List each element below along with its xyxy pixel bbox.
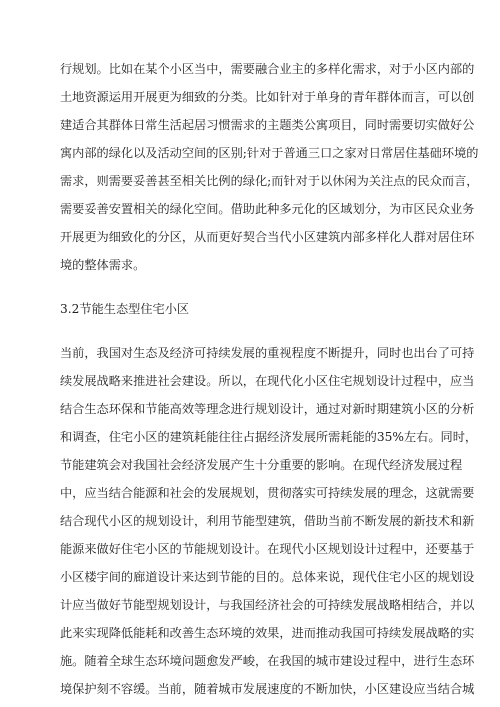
- section-heading: 3.2节能生态型住宅小区: [60, 302, 190, 316]
- text-line: 寓内部的绿化以及活动空间的区别;针对于普通三口之家对日常居住基础环境的: [60, 146, 479, 160]
- text-line: 当前，我国对生态及经济可持续发展的重视程度不断提升，同时也出台了可持: [60, 346, 475, 360]
- text-line: 开展更为细致化的分区，从而更好契合当代小区建筑内部多样化人群对居住环: [60, 230, 475, 244]
- text-line: 中，应当结合能源和社会的发展规划，贯彻落实可持续发展的理念，这就需要: [60, 486, 475, 500]
- text-line: 行规划。比如在某个小区当中，需要融合业主的多样化需求，对于小区内部的: [60, 62, 475, 76]
- text-line: 需要妥善安置相关的绿化空间。借助此种多元化的区域划分，为市区民众业务: [60, 202, 475, 216]
- text-line: 能源来做好住宅小区的节能规划设计。在现代小区规划设计过程中，还要基于: [60, 542, 475, 556]
- text-line: 结合生态环保和节能高效等理念进行规划设计，通过对新时期建筑小区的分析: [60, 402, 475, 416]
- text-line: 境的整体需求。: [60, 258, 146, 272]
- text-line: 建适合其群体日常生活起居习惯需求的主题类公寓项目，同时需要切实做好公: [60, 118, 475, 132]
- text-line: 需求，则需要妥善甚至相关比例的绿化;而针对于以休闲为关注点的民众而言，: [60, 174, 479, 188]
- text-line: 此来实现降低能耗和改善生态环境的效果，进而推动我国可持续发展战略的实: [60, 626, 475, 640]
- text-line: 节能建筑会对我国社会经济发展产生十分重要的影响。在现代经济发展过程: [60, 458, 463, 472]
- text-line: 结合现代小区的规划设计，利用节能型建筑，借助当前不断发展的新技术和新: [60, 514, 475, 528]
- text-line: 施。随着全球生态环境问题愈发严峻，在我国的城市建设过程中，进行生态环: [60, 654, 475, 668]
- text-line: 小区楼宇间的廊道设计来达到节能的目的。总体来说，现代住宅小区的规划设: [60, 570, 475, 584]
- text-line: 计应当做好节能型规划设计，与我国经济社会的可持续发展战略相结合，并以: [60, 598, 475, 612]
- text-line: 境保护刻不容缓。当前，随着城市发展速度的不断加快，小区建设应当结合城: [60, 682, 475, 696]
- text-line: 续发展战略来推进社会建设。所以，在现代化小区住宅规划设计过程中，应当: [60, 374, 475, 388]
- text-line: 土地资源运用开展更为细致的分类。比如针对于单身的青年群体而言，可以创: [60, 90, 475, 104]
- text-line: 和调查，住宅小区的建筑耗能往往占据经济发展所需耗能的35%左右。同时，: [60, 430, 478, 444]
